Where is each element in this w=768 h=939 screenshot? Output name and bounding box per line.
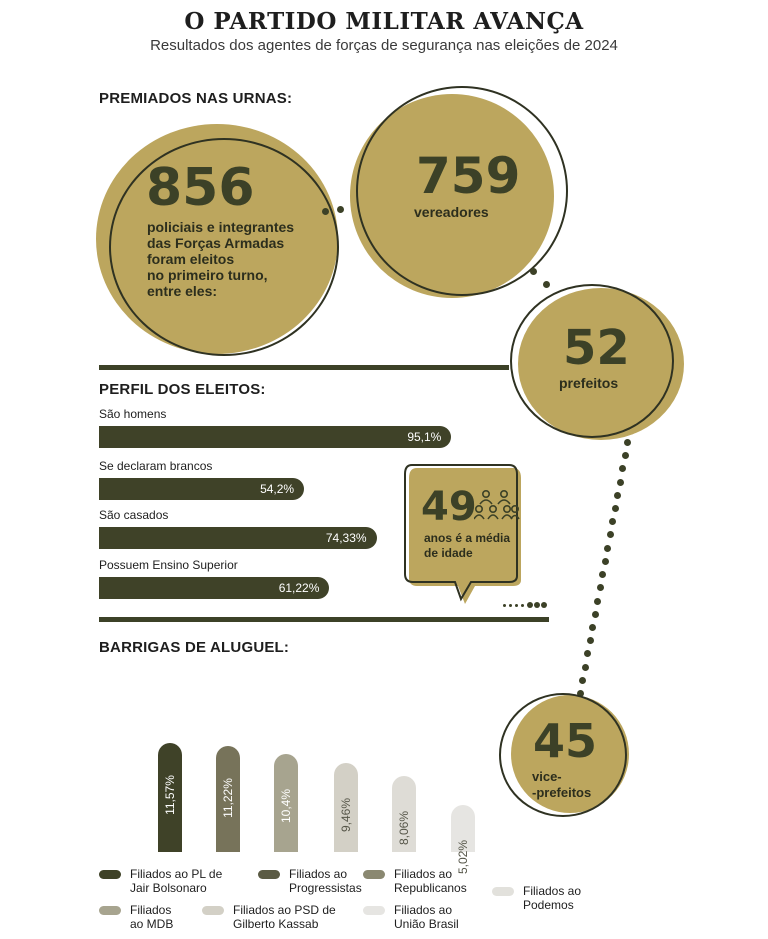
vereadores-label: vereadores	[414, 204, 489, 220]
connector-dot	[530, 268, 537, 275]
legend-label: Filiados ao Podemos	[523, 884, 582, 912]
connector-dot	[515, 604, 518, 607]
vereadores-number: 759	[416, 147, 521, 205]
connector-dot	[534, 602, 540, 608]
chart-bar-value-label: 8,06%	[397, 811, 411, 846]
connector-dot	[594, 598, 601, 605]
perfil-label: Se declaram brancos	[99, 459, 213, 473]
premiados-heading: PREMIADOS NAS URNAS:	[99, 90, 293, 107]
connector-dot	[599, 571, 606, 578]
connector-dot	[592, 611, 599, 618]
legend-label: Filiados ao Progressistas	[289, 867, 362, 895]
perfil-label: São casados	[99, 508, 169, 522]
legend-label: Filiados ao PSD de Gilberto Kassab	[233, 903, 336, 931]
perfil-bar	[99, 527, 377, 549]
total-text-line: policiais e integrantes	[147, 219, 295, 235]
chart-bar-value-label: 5,02%	[456, 839, 470, 874]
total-text-line: no primeiro turno,	[147, 267, 268, 283]
section-divider	[99, 365, 509, 370]
perfil-bar	[99, 577, 329, 599]
connector-dot	[587, 637, 594, 644]
legend-swatch	[363, 870, 385, 879]
perfil-label: São homens	[99, 407, 167, 421]
legend-label: Filiados ao PL de Jair Bolsonaro	[130, 867, 223, 895]
vice-label-line: -prefeitos	[532, 785, 592, 800]
connector-dot	[604, 545, 611, 552]
perfil-value: 74,33%	[325, 531, 367, 545]
vice-label	[532, 769, 591, 801]
connector-dot	[619, 465, 626, 472]
perfil-value: 54,2%	[260, 482, 295, 496]
connector-dot	[322, 208, 329, 215]
legend-swatch	[363, 906, 385, 915]
legend-label: Filiados ao MDB	[130, 903, 174, 931]
perfil-heading: PERFIL DOS ELEITOS:	[99, 381, 266, 398]
age-caption-line: anos é a média	[424, 531, 511, 545]
perfil-bar	[99, 478, 304, 500]
legend-label: Filiados ao Republicanos	[394, 867, 467, 895]
connector-dot	[614, 492, 621, 499]
total-text-line: entre eles:	[147, 283, 218, 299]
connector-dot	[527, 602, 533, 608]
connector-dot	[589, 624, 596, 631]
people-group-icon	[474, 489, 520, 525]
connector-dot	[584, 650, 591, 657]
legend-swatch	[99, 870, 121, 879]
connector-dot	[602, 558, 609, 565]
connector-dot	[521, 604, 524, 607]
perfil-label: Possuem Ensino Superior	[99, 558, 238, 572]
total-text-line: das Forças Armadas	[147, 235, 285, 251]
perfil-value: 95,1%	[407, 430, 442, 444]
perfil-value: 61,22%	[278, 581, 320, 595]
total-description	[147, 219, 294, 299]
age-number: 49	[421, 484, 477, 530]
connector-dot	[597, 584, 604, 591]
page-subtitle: Resultados dos agentes de forças de segurança nas eleições de 2024	[150, 37, 618, 54]
chart-bar-value-label: 10,4%	[279, 789, 293, 824]
chart-bar-value-label: 9,46%	[339, 797, 353, 832]
chart-title: BARRIGAS DE ALUGUEL:	[99, 639, 290, 656]
perfil-bar	[99, 426, 451, 448]
connector-dot	[624, 439, 631, 446]
prefeitos-number: 52	[563, 320, 630, 376]
connector-dot	[609, 518, 616, 525]
connector-dot	[579, 677, 586, 684]
legend-swatch	[99, 906, 121, 915]
connector-dot	[541, 602, 547, 608]
connector-dot	[617, 479, 624, 486]
age-caption-line: de idade	[424, 546, 473, 560]
connector-dot	[503, 604, 506, 607]
connector-dot	[582, 664, 589, 671]
connector-dot	[509, 604, 512, 607]
total-text-line: foram eleitos	[147, 251, 235, 267]
legend-label: Filiados ao União Brasil	[394, 903, 459, 931]
page-title: O PARTIDO MILITAR AVANÇA	[184, 8, 584, 35]
vice-label-line: vice-	[532, 769, 562, 784]
legend-swatch	[258, 870, 280, 879]
legend-swatch	[492, 887, 514, 896]
section-divider	[99, 617, 549, 622]
chart-bar-value-label: 11,57%	[163, 775, 177, 815]
total-number: 856	[146, 158, 255, 218]
age-caption	[424, 531, 510, 561]
connector-dot	[337, 206, 344, 213]
connector-dot	[612, 505, 619, 512]
legend-swatch	[202, 906, 224, 915]
connector-dot	[622, 452, 629, 459]
chart-bar-value-label: 11,22%	[221, 778, 235, 819]
vice-number: 45	[533, 714, 598, 768]
connector-dot	[543, 281, 550, 288]
connector-dot	[607, 531, 614, 538]
prefeitos-label: prefeitos	[559, 375, 619, 391]
